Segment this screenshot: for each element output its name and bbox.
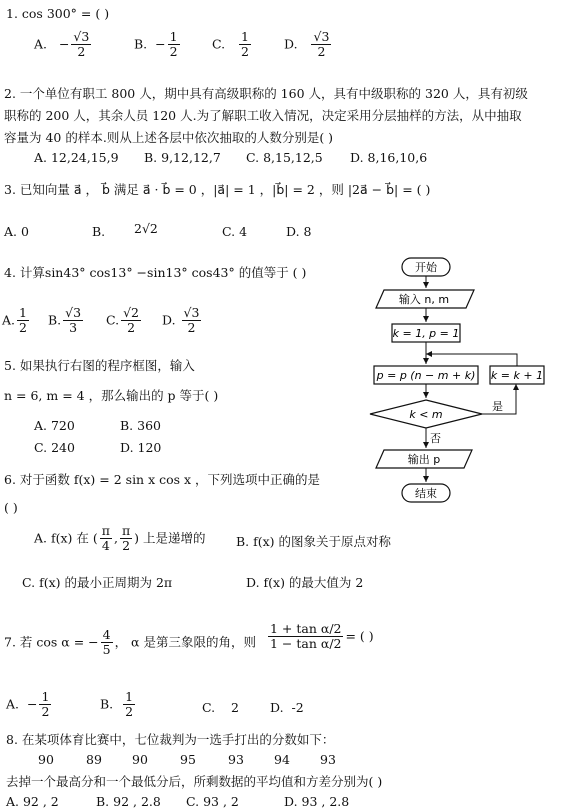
q5-line2: n = 6, m = 4 ，那么输出的 p 等于( ) <box>4 388 219 403</box>
q1-option-d: D. $\frac{√3}{2}$ <box>284 29 330 60</box>
q1-option-a: A. − $\frac{√3}{2}$ <box>34 29 90 60</box>
q8-score: 89 <box>86 752 102 767</box>
q3-option-a: A. 0 <box>4 224 29 239</box>
q5-option-b: B. 360 <box>120 418 161 433</box>
q3-stem: 3. 已知向量 a⃗ ， b⃗ 满足 a⃗ · b⃗ = 0 ，|a⃗| = 1 ，|b⃗| = 2 ，则 |2a⃗ − b⃗| = ( ) <box>4 182 431 197</box>
q1-option-b: B. − $\frac{1}{2}$ <box>134 29 178 60</box>
q2-line2: 职称的 200 人，其余人员 120 人.为了解职工收入情况，决定采用分层抽样的方法，从中抽取 <box>4 108 522 123</box>
q1-stem: 1. cos 300° = ( ) <box>6 6 110 21</box>
q8-line3: 去掉一个最高分和一个最低分后，所剩数据的平均值和方差分别为( ) <box>6 774 383 789</box>
q6-option-a: A. f(x) 在 ( $\frac{\pi}{4}$ , $\frac{\pi}{2}$ ) 上是递增的 <box>34 523 206 554</box>
q3-option-c: C. 4 <box>222 224 248 239</box>
q4-option-c: C. $\frac{√2}{2}$ <box>106 305 140 336</box>
q4-option-b: B. $\frac{√3}{3}$ <box>48 305 82 336</box>
q7-option-b: B. $\frac{1}{2}$ <box>100 689 134 720</box>
q6-option-d: D. f(x) 的最大值为 2 <box>246 575 364 590</box>
q4-option-d: D. $\frac{√3}{2}$ <box>162 305 200 336</box>
q2-option-a: A. 12,24,15,9 <box>34 150 119 165</box>
q3-option-b-value: 2√2 <box>134 221 158 236</box>
flow-yes-label: 是 <box>492 400 503 413</box>
flow-incr-label: k = k + 1 <box>490 369 544 382</box>
q2-line3: 容量为 40 的样本.则从上述各层中依次抽取的人数分别是( ) <box>4 130 334 145</box>
q8-option-c: C. 93 , 2 <box>186 794 239 809</box>
q8-score: 93 <box>320 752 336 767</box>
q2-line1: 2. 一个单位有职工 800 人，期中具有高级职称的 160 人，具有中级职称的 320 人，具有初级 <box>4 86 528 101</box>
q8-score: 94 <box>274 752 290 767</box>
q6-option-c: C. f(x) 的最小正周期为 2π <box>22 575 173 590</box>
flow-output-label: 输出 p <box>407 453 441 466</box>
q7-option-c: C. 2 <box>202 700 239 715</box>
q8-score: 93 <box>228 752 244 767</box>
flow-input-label: 输入 n, m <box>398 293 450 306</box>
flow-start-label: 开始 <box>415 261 437 274</box>
q8-line1: 8. 在某项体育比赛中，七位裁判为一选手打出的分数如下： <box>6 732 335 747</box>
q6-line1: 6. 对于函数 f(x) = 2 sin x cos x ，下列选项中正确的是 <box>4 472 321 487</box>
flow-update-label: p = p (n − m + k) <box>376 369 476 382</box>
q7-stem: 7. 若 cos α = − $\frac{4}{5}$ ， α 是第三象限的角，则 <box>4 627 256 658</box>
q8-score: 90 <box>132 752 148 767</box>
q5-line1: 5. 如果执行右图的程序框图，输入 <box>4 358 195 373</box>
q5-option-a: A. 720 <box>34 418 75 433</box>
q3-option-d: D. 8 <box>286 224 312 239</box>
q8-score: 95 <box>180 752 196 767</box>
q1-option-c: C. $\frac{1}{2}$ <box>212 29 249 60</box>
q8-option-d: D. 93 , 2.8 <box>284 794 350 809</box>
q2-option-d: D. 8,16,10,6 <box>350 150 428 165</box>
q2-option-c: C. 8,15,12,5 <box>246 150 323 165</box>
q5-option-d: D. 120 <box>120 440 162 455</box>
q4-option-a: A. $\frac{1}{2}$ <box>2 305 27 336</box>
flow-end-label: 结束 <box>415 487 437 500</box>
q5-option-c: C. 240 <box>34 440 75 455</box>
q2-option-b: B. 9,12,12,7 <box>144 150 221 165</box>
q6-line2: ( ) <box>4 500 18 515</box>
flow-decision-label: k < m <box>409 408 443 421</box>
q7-option-d: D. -2 <box>270 700 304 715</box>
q6-option-b: B. f(x) 的图象关于原点对称 <box>236 534 392 549</box>
flow-init-label: k = 1, p = 1 <box>392 327 460 340</box>
q7-big-fraction: $\frac{\text{1 + tan α/2}}{\text{1 − tan α/2}}$ = ( ) <box>270 621 374 652</box>
q8-option-b: B. 92 , 2.8 <box>96 794 161 809</box>
flow-no-label: 否 <box>430 432 441 445</box>
q7-option-a: A. − $\frac{1}{2}$ <box>6 689 50 720</box>
q3-option-b-label: B. <box>92 224 106 239</box>
q8-score: 90 <box>38 752 54 767</box>
q8-option-a: A. 92 , 2 <box>6 794 59 809</box>
q4-stem: 4. 计算sin43° cos13° −sin13° cos43° 的值等于 ( ) <box>4 265 307 280</box>
flowchart <box>362 252 562 512</box>
